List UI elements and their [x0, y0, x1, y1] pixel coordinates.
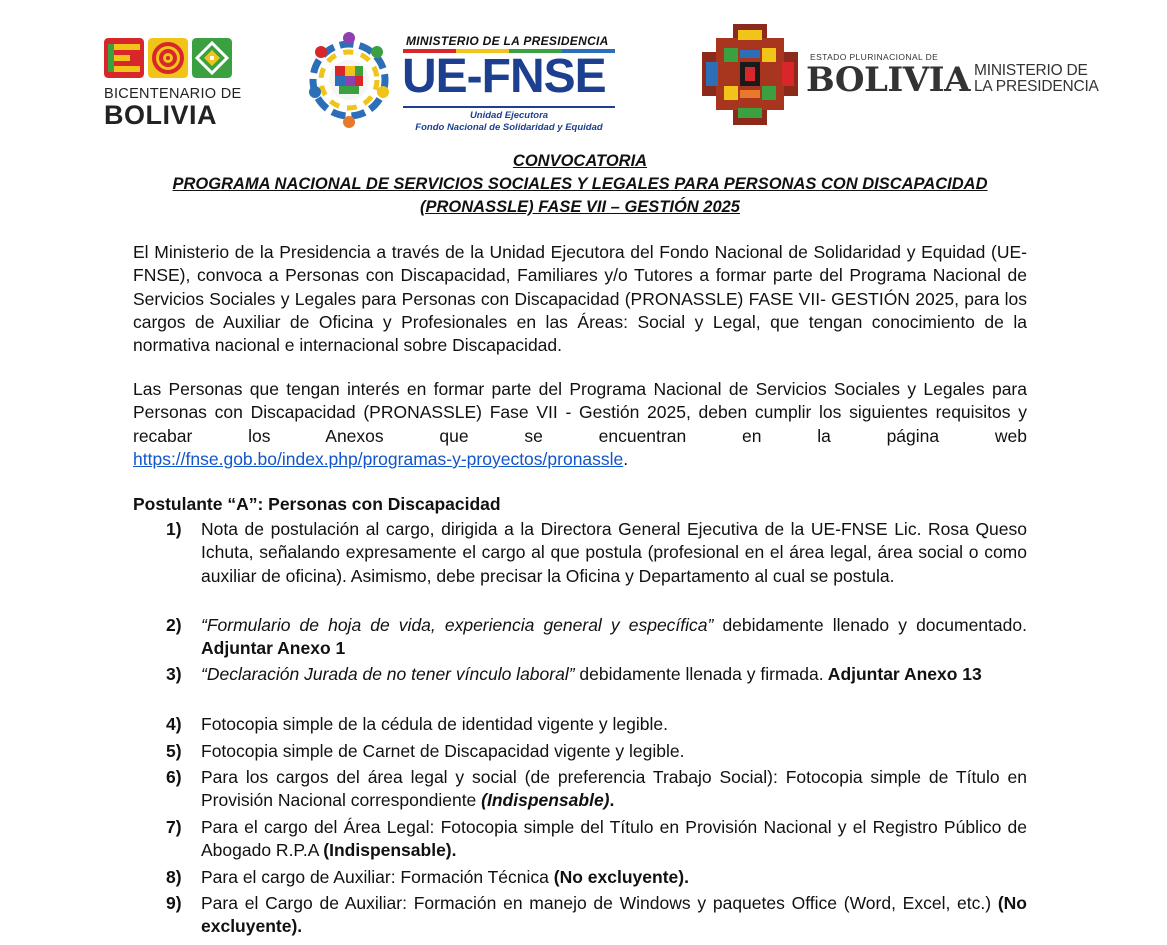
estado-plurinacional-label: ESTADO PLURINACIONAL DE: [810, 52, 939, 62]
bicentenario-tiles-icon: [104, 38, 244, 78]
list-item-rest: Para el cargo del Área Legal: Fotocopia simple del Título en Provisión Nacional y el Registro Público de Abogado R.P.A: [201, 817, 1027, 861]
list-item-number: 4): [166, 714, 182, 734]
ministerio-presidencia-label: [974, 63, 1099, 95]
list-item-bold: Adjuntar Anexo 1: [201, 638, 346, 659]
uefnse-subtitle1: Unidad Ejecutora: [469, 110, 549, 121]
pronassle-link[interactable]: https://fnse.gob.bo/index.php/programas-y-proyectos/pronassle: [133, 448, 624, 469]
list-item-rest: Para el Cargo de Auxiliar: Formación en manejo de Windows y paquetes Office (Word, Excel, etc.): [201, 893, 998, 913]
bicentenario-line2: BOLIVIA: [104, 100, 218, 130]
list-item-number: 7): [166, 817, 182, 837]
list-item: [133, 740, 1027, 764]
uefnse-divider: [403, 106, 615, 108]
bolivia-wordmark: BOLIVIA: [806, 60, 970, 100]
list-item-number: 8): [166, 867, 182, 887]
list-item: [133, 866, 1027, 890]
ministerio-line1: MINISTERIO DE: [974, 62, 1088, 79]
title-line1: CONVOCATORIA: [512, 152, 648, 170]
requirements-intro-paragraph: [133, 378, 1027, 471]
requirements-intro-period: .: [623, 448, 629, 469]
chakana-emblem-icon: [700, 22, 800, 127]
list-item-bold: Adjuntar Anexo 13: [823, 664, 982, 684]
list-item-number: 9): [166, 893, 182, 913]
bicentenario-line1: BICENTENARIO DE: [104, 86, 242, 102]
list-item: [133, 816, 1027, 863]
list-item-text: [201, 892, 1027, 939]
bicentenario-logo: [104, 38, 244, 130]
list-item-number: 5): [166, 741, 182, 761]
list-item-rest: debidamente llenada y firmada.: [574, 664, 824, 684]
ministerio-line2: LA PRESIDENCIA: [974, 78, 1099, 95]
list-item: [133, 663, 1027, 710]
uefnse-title: UE-FNSE: [402, 50, 606, 103]
list-item-number: 2): [166, 615, 182, 635]
list-item-bold: .: [609, 790, 615, 811]
requirements-intro-text: Las Personas que tengan interés en formar parte del Programa Nacional de Servicios Sociales y Legales para Personas con Discapacidad (PRONASSLE) Fase VII - Gestión 2025, deben cumplir los siguientes requisitos y recabar los Anexos que se encuentran en la página web: [133, 379, 1027, 446]
uefnse-emblem-icon: [303, 30, 395, 130]
list-item-rest: Para el cargo de Auxiliar: Formación Técnica: [201, 867, 554, 887]
list-item-text: [201, 816, 1027, 863]
list-item: [133, 713, 1027, 737]
intro-paragraph: El Ministerio de la Presidencia a través de la Unidad Ejecutora del Fondo Nacional de Solidaridad y Equidad (UE-FNSE), convoca a Personas con Discapacidad, Familiares y/o Tutores a formar parte del Programa Nacional de Servicios Sociales y Legales para Personas con Discapacidad (PRONASSLE) FASE VII- GESTIÓN 2025, para los cargos de Auxiliar de Oficina y Profesionales en las Áreas: Social y Legal, que tengan conocimiento de la normativa nacional e internacional sobre Discapacidad.: [133, 242, 1027, 356]
list-item-text: [201, 766, 1027, 813]
estado-bolivia-logo: [700, 22, 970, 127]
list-item: [133, 518, 1027, 612]
list-item-number: 3): [166, 664, 182, 684]
uefnse-subtitle2: Fondo Nacional de Solidaridad y Equidad: [415, 122, 603, 133]
list-item: [133, 614, 1027, 661]
list-item-text: [201, 614, 1027, 661]
uefnse-ministerio-label: MINISTERIO DE LA PRESIDENCIA: [406, 34, 609, 48]
list-item: [133, 766, 1027, 813]
title-line2: PROGRAMA NACIONAL DE SERVICIOS SOCIALES Y LEGALES PARA PERSONAS CON DISCAPACIDAD: [172, 175, 988, 193]
section-a-heading: Postulante “A”: Personas con Discapacidad: [133, 494, 501, 514]
list-item-bold: (No excluyente).: [553, 867, 689, 887]
list-item-italic: “Declaración Jurada de no tener vínculo laboral”: [201, 664, 575, 684]
list-item: [133, 892, 1027, 940]
list-item-bold: (No excluyente).: [201, 893, 1027, 937]
list-item-text: [201, 866, 1027, 889]
title-line3: (PRONASSLE) FASE VII – GESTIÓN 2025: [419, 198, 740, 216]
list-item-number: 1): [166, 519, 182, 539]
list-item-bold: (Indispensable).: [323, 840, 457, 861]
list-item-text: Nota de postulación al cargo, dirigida a la Directora General Ejecutiva de la UE-FNSE Lic. Rosa Queso Ichuta, señalando expresamente el cargo al que postula (profesional en el área legal, área social o como auxiliar de oficina). Asimismo, debe precisar la Oficina y Departamento al cual se postula.: [201, 519, 1027, 586]
list-item-text: Fotocopia simple de Carnet de Discapacidad vigente y legible.: [201, 741, 685, 761]
list-item-text: Fotocopia simple de la cédula de identidad vigente y legible.: [201, 714, 668, 734]
list-item-rest: debidamente llenado y documentado.: [713, 615, 1027, 635]
list-item-number: 6): [166, 767, 182, 787]
document-title: [133, 150, 1027, 219]
uefnse-logo: [303, 30, 623, 133]
list-item-bold-italic: (Indispensable): [481, 790, 610, 811]
list-item-rest: Para los cargos del área legal y social (de preferencia Trabajo Social): Fotocopia simple de Título en Provisión Nacional correspondiente: [201, 767, 1027, 811]
list-item-italic: “Formulario de hoja de vida, experiencia general y específica”: [201, 615, 714, 635]
list-item-text: [201, 663, 1027, 686]
